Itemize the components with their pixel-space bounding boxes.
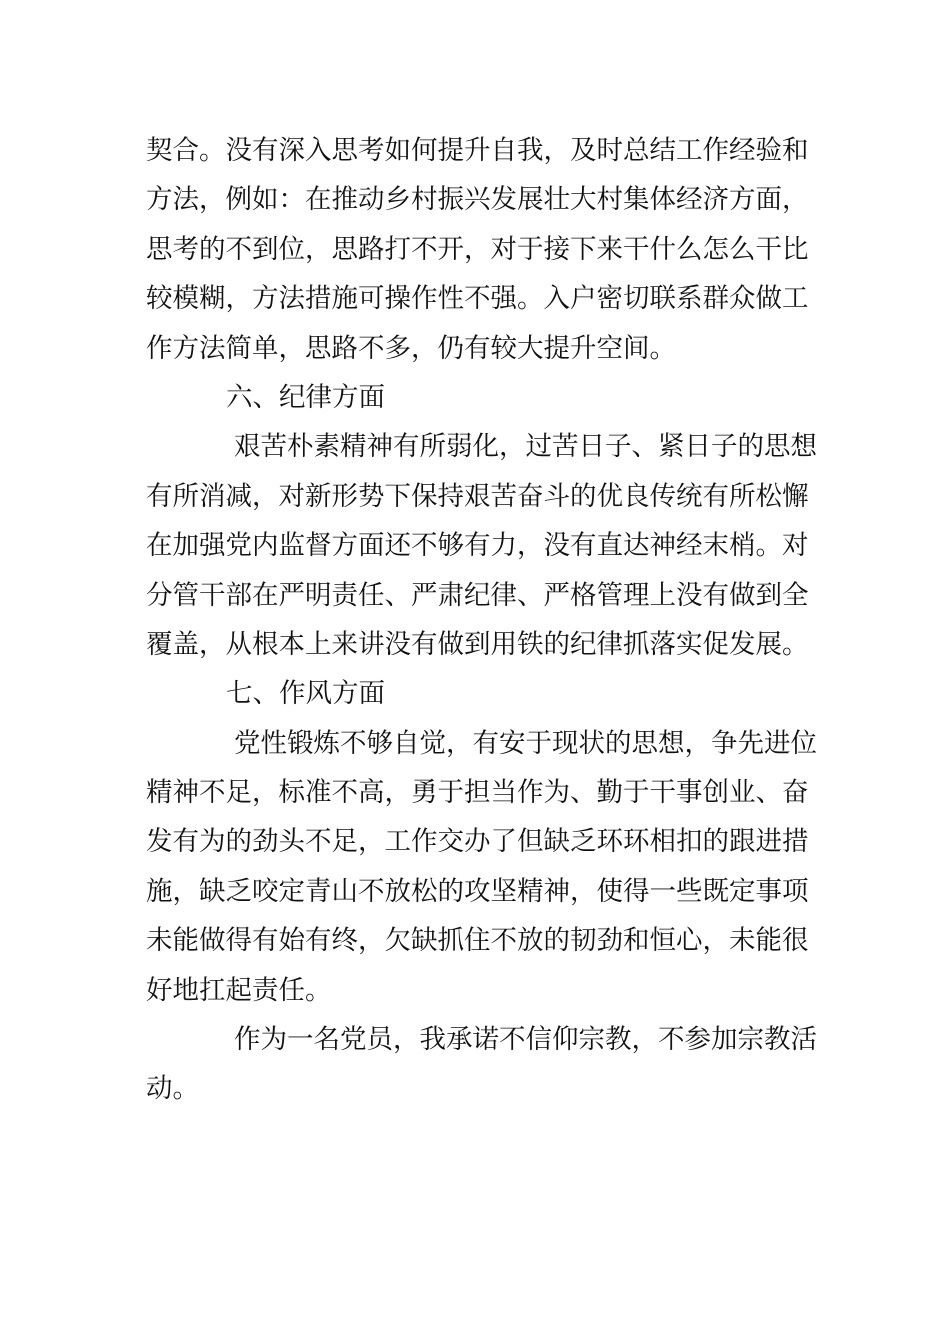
section6-body <box>146 422 816 669</box>
text-line: 未能做得有始有终，欠缺抓住不放的韧劲和恒心，未能很 <box>146 925 809 957</box>
text-line: 在加强党内监督方面还不够有力，没有直达神经末梢。对 <box>146 530 809 562</box>
section7-body <box>146 719 816 1015</box>
text-line: 思考的不到位，思路打不开，对于接下来干什么怎么干比 <box>146 233 809 265</box>
text-line: 党性锻炼不够自觉，有安于现状的思想，争先进位 <box>234 727 817 759</box>
text-line: 发有为的劲头不足，工作交办了但缺乏环环相扣的跟进措 <box>146 826 809 858</box>
text-line: 作为一名党员，我承诺不信仰宗教，不参加宗教活 <box>234 1024 817 1056</box>
text-line: 方法，例如：在推动乡村振兴发展壮大村集体经济方面， <box>146 184 809 216</box>
section6-heading: 六、纪律方面 <box>226 381 385 413</box>
text-line: 有所消减，对新形势下保持艰苦奋斗的优良传统有所松懈 <box>146 480 809 512</box>
text-line: 好地扛起责任。 <box>146 974 332 1006</box>
section7-heading: 七、作风方面 <box>226 678 385 710</box>
text-line: 精神不足，标准不高，勇于担当作为、勤于干事创业、奋 <box>146 777 809 809</box>
text-line: 施，缺乏咬定青山不放松的攻坚精神，使得一些既定事项 <box>146 875 809 907</box>
section5-tail <box>146 126 816 373</box>
pledge-paragraph <box>146 1015 816 1114</box>
document-page <box>146 126 816 1114</box>
text-line: 覆盖，从根本上来讲没有做到用铁的纪律抓落实促发展。 <box>146 628 809 660</box>
text-line: 作方法简单，思路不多，仍有较大提升空间。 <box>146 332 676 364</box>
text-line: 分管干部在严明责任、严肃纪律、严格管理上没有做到全 <box>146 579 809 611</box>
text-line: 契合。没有深入思考如何提升自我，及时总结工作经验和 <box>146 135 809 166</box>
text-line: 较模糊，方法措施可操作性不强。入户密切联系群众做工 <box>146 283 809 315</box>
text-line: 艰苦朴素精神有所弱化，过苦日子、紧日子的思想 <box>234 431 817 463</box>
text-line: 动。 <box>146 1073 199 1105</box>
